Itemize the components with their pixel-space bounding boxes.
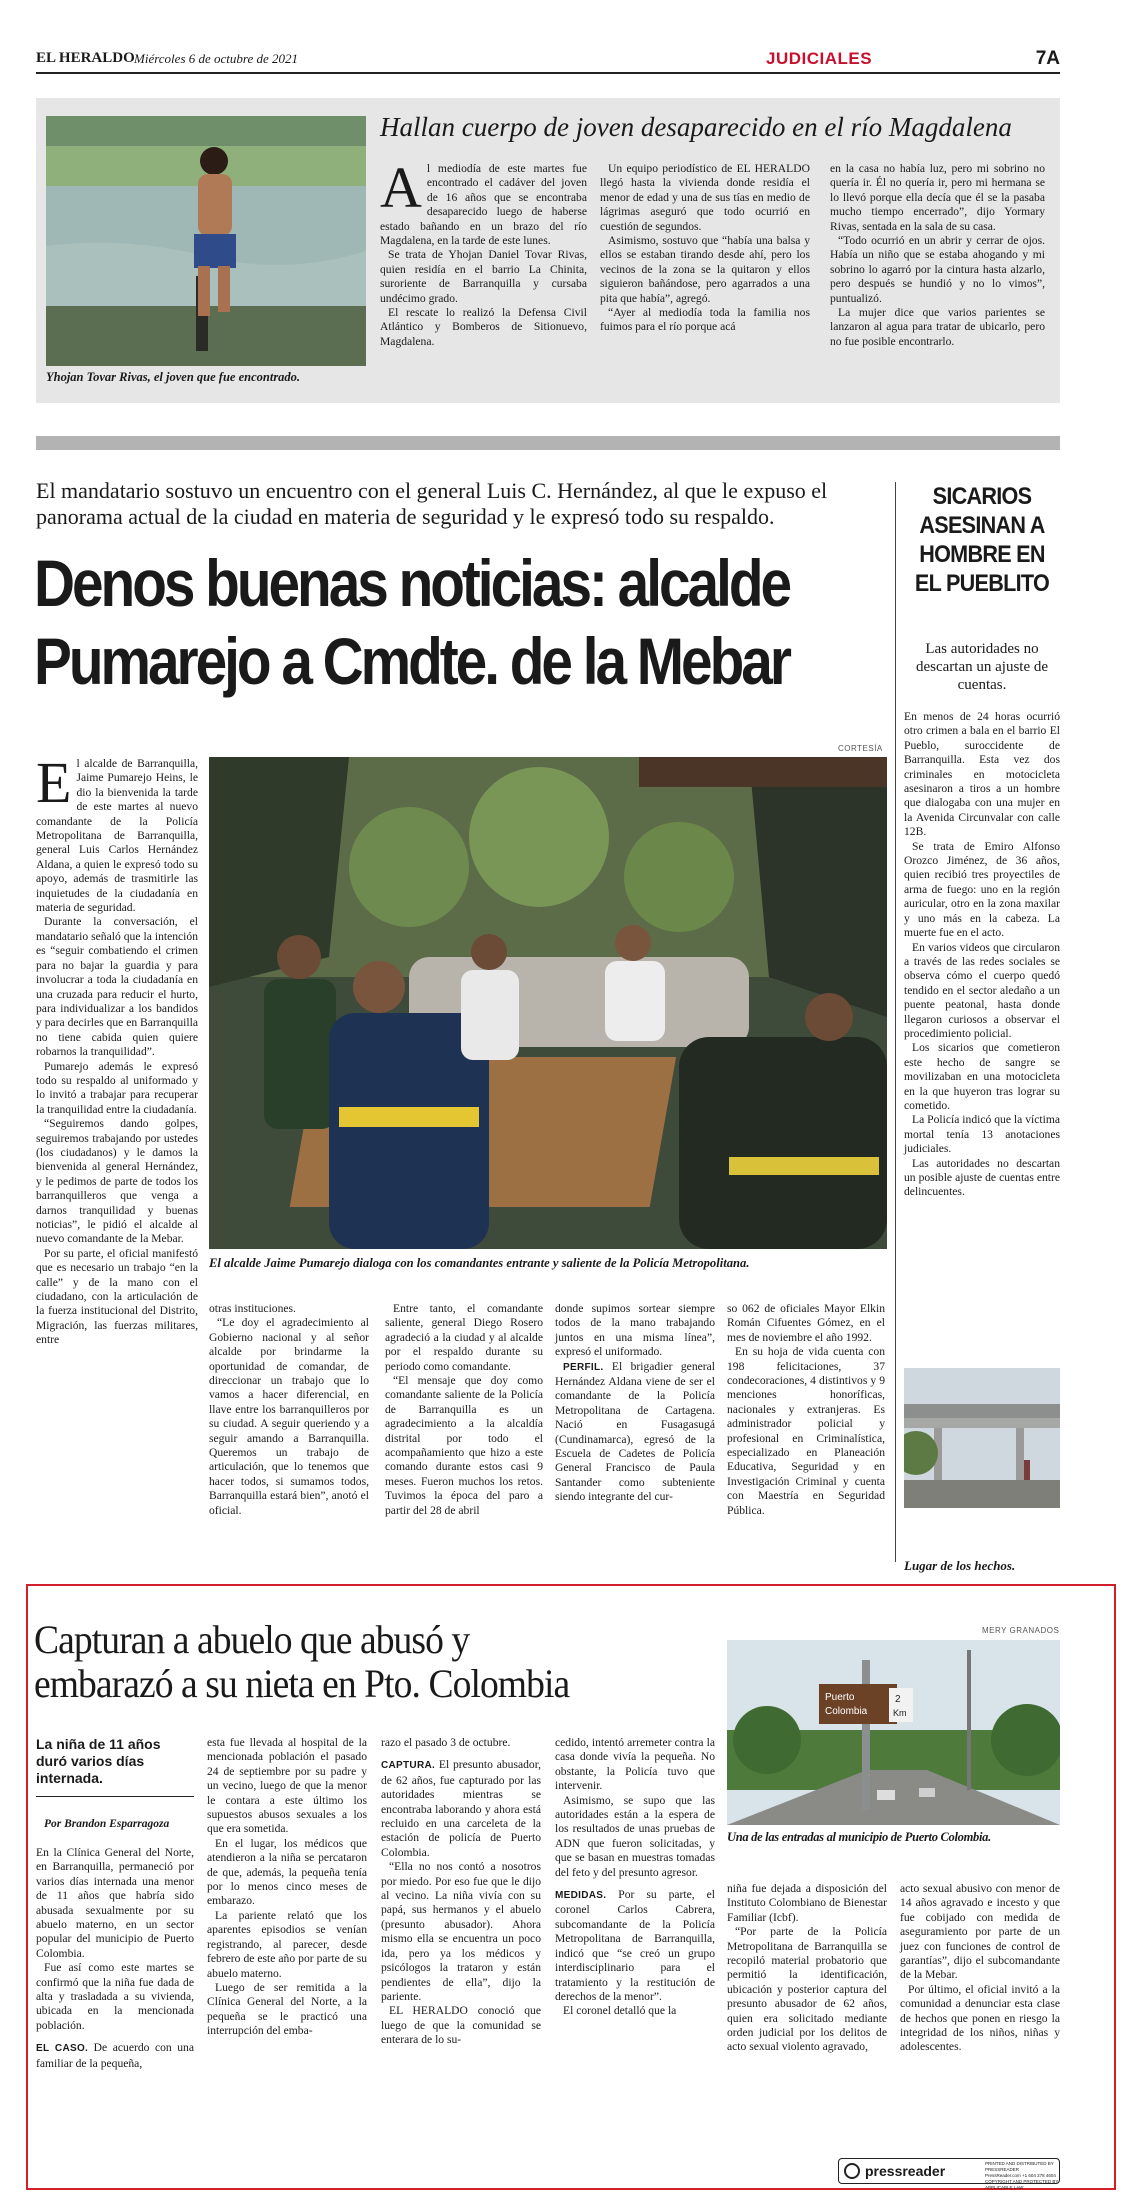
separator-bar xyxy=(36,436,1060,450)
fine-line2: PressReader.com +1 604 278 4604 xyxy=(985,2173,1056,2178)
story2-col1-p3: Pumarejo además le expresó todo su respaldo al uniformado y lo invitó a trabajar para recuperar la tranquilidad entre la ciudadanía. xyxy=(36,1059,198,1116)
story1-caption: Yhojan Tovar Rivas, el joven que fue encontrado. xyxy=(46,370,301,384)
story1-headline: Hallan cuerpo de joven desaparecido en el río Magdalena xyxy=(380,112,1012,142)
story3-col4-p2: Asimismo, se supo que las autoridades están a la espera de los resultados de unas pruebas de ADN que fueron solicitadas, y que se basan en muestras tomadas del feto y del presunto agresor. xyxy=(555,1793,715,1879)
pressreader-badge xyxy=(838,2158,1060,2190)
story3-col3-p3: EL HERALDO conoció que luego de que la comunidad se enterara de lo su- xyxy=(381,2004,541,2047)
story2-col2-p1: otras instituciones. xyxy=(209,1302,296,1315)
story3-col6-p2: Por último, el oficial invitó a la comunidad a denunciar esta clase de hechos que ponen en riesgo la integridad de los niños, niñas y adolescentes. xyxy=(900,1982,1060,2054)
story3-col2-p2: En el lugar, los médicos que atendieron a la niña se percataron de que, además, la pequeña tenía por lo menos cinco meses de embarazo. xyxy=(207,1836,367,1908)
story2-drop-cap: E xyxy=(36,750,72,815)
river-photo xyxy=(46,116,366,366)
story2-col3-p2: “El mensaje que doy como comandante saliente de la Policía de Barranquilla es un agradecimiento a la alcaldía distrital por todo el acompañamiento que hizo a este comando durante estos casi 9 meses. Fueron muchos los retos. Tuvimos la época del paro a partir del 28 de abril xyxy=(385,1374,543,1517)
story3-deck: La niña de 11 años duró varios días internada. xyxy=(36,1736,161,1786)
sign-line2: Colombia xyxy=(825,1706,868,1717)
story1-col1-p2: Se trata de Yhojan Daniel Tovar Rivas, quien residía en el barrio La Chinita, suroriente de Barranquilla y cursaba undécimo grado. xyxy=(380,248,587,305)
story3-medidas-text: Por su parte, el coronel Carlos Cabrera, subcomandante de la Policía Metropolitana de Barranquilla, indicó que “se creó un grupo interdisciplinario para el tratamiento y la restitución de derechos de la menor”. xyxy=(555,1888,715,2003)
story1-col3-p2: “Todo ocurrió en un abrir y cerrar de ojos. Había un niño que se estaba ahogando y mi sobrino lo agarró por la cintura hasta alzarlo, pero después se hundió y no lo vimos”, puntualizó. xyxy=(830,234,1045,305)
story2-perfil-text: El brigadier general Hernández Aldana viene de ser el comandante de la Policía Metropolitana de Cartagena. Nació en Fusagasugá (Cundinamarca), egresó de la Escuela de Cadetes de Policía General Francisco de Paula Santander como subteniente siendo integrante del cur- xyxy=(555,1359,715,1504)
pressreader-icon xyxy=(844,2163,860,2179)
story2-col1-p5: Por su parte, el oficial manifestó que es necesario un trabajo “en la calle” y de la mano con el ciudadano, con la articulación de la fuerza institucional del Distrito, Migración, las fuerzas militares, entre xyxy=(36,1246,198,1347)
sign-line4: Km xyxy=(893,1708,907,1718)
story3-col4-p4: El coronel detalló que la xyxy=(563,2004,677,2018)
story3-headline-line2: embarazó a su nieta en Pto. Colombia xyxy=(34,1661,570,1706)
pressreader-fineprint xyxy=(985,2161,1059,2191)
story3-col1 xyxy=(36,1846,194,2071)
sidebar-p1: En menos de 24 horas ocurrió otro crimen a bala en el barrio El Pueblo, suroccidente de Barranquilla. Esta vez dos criminales en motocicleta asesinaron a tiros a un hombre que dialogaba con una mujer en la Avenida Circunvalar con calle 12B. xyxy=(904,710,1060,839)
page-header xyxy=(36,48,1060,72)
story3-photo-credit: MERY GRANADOS xyxy=(982,1626,1060,1635)
story2-col2-p2: “Le doy el agradecimiento al Gobierno nacional y al señor alcalde por brindarme la oportunidad de comandar, de direccionar un trabajo que lo vamos a hacer diferencial, en llave entre los barranquilleros por su ciudad. A seguir queriendo y a seguir amando a Barranquilla. Queremos un trabajo de articulación, que lo tenemos que hacer todos, si sumamos todos, Barranquilla estará bien”, anotó el oficial. xyxy=(209,1316,369,1517)
story2-col1-p4: “Seguiremos dando golpes, seguiremos trabajando por ustedes (los ciudadanos) y le damos la bienvenida al general Hernández, y le pedimos de parte de todos los barranquilleros que venga a darnos tranquilidad y buenas noticias”, le pidió el alcalde al nuevo comandante de la Mebar. xyxy=(36,1117,198,1246)
story3-col3 xyxy=(381,1736,541,2048)
story2-col5-p1: so 062 de oficiales Mayor Elkin Román Cifuentes Gómez, en el mes de noviembre el año 1992. xyxy=(727,1302,885,1344)
story2-col5-p2: En su hoja de vida cuenta con 198 felicitaciones, 37 condecoraciones, 4 distintivos y 9 menciones honoríficas, nacionales y extranjeras. Es administrador policial y profesional en Criminalística, especializado en Planeación Educativa, Seguridad y en Investigación Criminal y cuenta con Maestría en Seguridad Pública. xyxy=(727,1345,885,1517)
story3-col6-p1: acto sexual abusivo con menor de 14 años agravado e incesto y que fue cobijado con medida de aseguramiento por parte de un juez con funciones de control de garantías”, dijo el subcomandante de la Mebar. xyxy=(900,1882,1060,1982)
story2-headline-line1: Denos buenas noticias: alcalde xyxy=(34,546,790,620)
story2-col1-p1: l alcalde de Barranquilla, Jaime Pumarejo Heins, le dio la bienvenida la tarde de este martes al nuevo comandante de la Policía Metropolitana de Barranquilla, general Luis Carlos Hernández Aldana, a quien le expresó todo su apoyo, además de trasmitirle las inquietudes de la ciudadanía en materia de seguridad. xyxy=(36,757,198,915)
sidebar-p4: Los sicarios que cometieron este hecho de sangre se movilizaban en una motocicleta en la que huyeron tras lograr su cometido. xyxy=(904,1041,1060,1112)
story3-col1-p1: En la Clínica General del Norte, en Barranquilla, permaneció por varios días internada una menor de 11 años que habría sido abusada sexualmente por su abuelo materno, en un sector popular del municipio de Puerto Colombia. xyxy=(36,1846,194,1960)
story1-col2-p2: Asimismo, sostuvo que “había una balsa y ellos se estaban tirando desde ahí, pero los vecinos de la zona se la quitaron y ellos siguieron bañándose, pero agarrados a una pita que había”, agregó. xyxy=(600,234,810,305)
story1-col3 xyxy=(830,162,1045,349)
fine-line3: COPYRIGHT AND PROTECTED BY APPLICABLE LAW xyxy=(985,2179,1059,2190)
story3-deck-rule xyxy=(36,1796,194,1797)
paper-name: EL HERALDO xyxy=(36,50,135,66)
sidebar-p6: Las autoridades no descartan un posible ajuste de cuentas entre delincuentes. xyxy=(904,1156,1060,1199)
story3-medidas-lead: MEDIDAS. xyxy=(555,1890,607,1902)
sign-line3: 2 xyxy=(895,1694,901,1705)
story3-captura-lead: CAPTURA. xyxy=(381,1760,436,1772)
story2-headline-line2: Pumarejo a Cmdte. de la Mebar xyxy=(34,624,789,698)
sidebar-caption: Lugar de los hechos. xyxy=(904,1558,1016,1573)
sidebar-p2: Se trata de Emiro Alfonso Orozco Jiménez, de 36 años, quien recibió tres proyectiles de arma de fuego: uno en la región auricular, otro en la zona maxilar y uno más en la cabeza. La muerte fue en el acto. xyxy=(904,839,1060,940)
story3-col6 xyxy=(900,1882,1060,2055)
sidebar-body xyxy=(904,710,1060,1200)
story3-caso-text: De acuerdo con una familiar de la pequeña, xyxy=(36,2041,195,2070)
story3-col2-p4: Luego de ser remitida a la Clínica General del Norte, a la pequeña se le practicó una interrupción del emba- xyxy=(207,1980,367,2038)
sidebar-headline: SICARIOS ASESINAN A HOMBRE EN EL PUEBLITO xyxy=(914,483,1050,597)
crime-scene-photo xyxy=(904,1368,1060,1508)
story2-kicker: El mandatario sostuvo un encuentro con el general Luis C. Hernández, al que le expuso el panorama actual de la ciudad en materia de seguridad y le expresó todo su respaldo. xyxy=(36,478,828,529)
sign-line1: Puerto xyxy=(825,1692,855,1703)
story2-perfil-lead: PERFIL. xyxy=(563,1361,604,1373)
story3-caso-lead: EL CASO. xyxy=(36,2043,89,2055)
story1-col1-p3: El rescate lo realizó la Defensa Civil Atlántico y Bomberos de Sitionuevo, Magdalena. xyxy=(380,306,587,348)
story3-col2 xyxy=(207,1736,367,2039)
sidebar-p3: En varios videos que circularon a través de las redes sociales se observa cómo el cuerpo quedó tendido en el sector aledaño a un puente peatonal, hasta donde llegaron curiosos a observar el procedimiento policial. xyxy=(904,940,1060,1040)
story3-col5-p2: “Por parte de la Policía Metropolitana de Barranquilla se recopiló material probatorio que permitió la identificación, ubicación y posterior captura del presunto abusador de 62 años, quien era solicitado mediante orden judicial por los delitos de acto sexual violento agravado, xyxy=(727,1925,887,2054)
story1-drop-cap: A xyxy=(380,155,422,220)
fine-line1: PRINTED AND DISTRIBUTED BY PRESSREADER xyxy=(985,2161,1054,2172)
story3-col3-p2: “Ella no nos contó a nosotros por miedo. Por eso fue que le dijo al vecino. La niña vivía con su papá, sus hermanos y el abuelo (presunto abusador). Ahora mismo ella se encuentra un poco ida, pero ya los médicos y psicólogos la trataron y están pendientes de ella”, dijo la pariente. xyxy=(381,1860,541,2003)
sidebar-divider xyxy=(895,482,896,1562)
story3-col5-p1: niña fue dejada a disposición del Instituto Colombiano de Bienestar Familiar (Icbf). xyxy=(727,1882,887,1924)
story2-col4-p1: donde supimos sortear siempre todos de la mano trabajando juntos en una misma línea”, expresó el uniformado. xyxy=(555,1302,715,1359)
pressreader-brand: pressreader xyxy=(865,2163,946,2179)
story1-col3-p1: en la casa no había luz, pero mi sobrino no quería ir. Él no quería ir, pero mi hermana se lo llevó porque ella decía que él se la pasaba mucho tiempo encerrado”, dijo Yormary Rivas, sentada en la sala de su casa. xyxy=(830,162,1045,233)
story1-col3-p3: La mujer dice que varios parientes se lanzaron al agua para tratar de ubicarlo, pero no fue posible encontrarlo. xyxy=(830,306,1045,348)
story3-byline: Por Brandon Esparragoza xyxy=(44,1818,170,1830)
story1-col2 xyxy=(600,162,810,335)
story2-col2 xyxy=(209,1302,369,1518)
story2-col5 xyxy=(727,1302,885,1518)
story1-col1-p1: l mediodía de este martes fue encontrado el cadáver del joven de 16 años que se encontraba desaparecido luego de haberse estado bañando en un brazo del río Magdalena, en la tarde de este lunes. xyxy=(380,162,587,248)
story2-col3 xyxy=(385,1302,543,1518)
story3-captura-text: El presunto abusador, de 62 años, fue capturado por las autoridades mientras se encontraba laborando y ahora está recluido en una carceleta de la estación de policía de Puerto Colombia. xyxy=(381,1758,541,1859)
story2-col3-p1: Entre tanto, el comandante saliente, general Diego Rosero agradeció a la ciudad y al alcalde por el respaldo durante su periodo como comandante. xyxy=(385,1302,543,1373)
story1-col1 xyxy=(380,155,587,349)
story2-caption: El alcalde Jaime Pumarejo dialoga con los comandantes entrante y saliente de la Policía Metropolitana. xyxy=(209,1256,750,1270)
meeting-photo xyxy=(209,757,887,1249)
sidebar-deck: Las autoridades no descartan un ajuste de cuentas. xyxy=(915,641,1049,693)
story3-col1-p2: Fue así como este martes se confirmó que la niña fue dada de alta y trasladada a su vivienda, ubicada en la mencionada población. xyxy=(36,1961,194,2032)
story2-col1-p2: Durante la conversación, el mandatario señaló que la intención es “seguir combatiendo el crimen para no bajar la guardia y para involucrar a toda la ciudadanía en una cruzada para reducir el hurto, para individualizar a los bandidos y para decirles que en Barranquilla no tiene cabida quien quiere robarnos la tranquilidad”. xyxy=(36,915,198,1059)
story3-col3-p0: razo el pasado 3 de octubre. xyxy=(381,1736,511,1749)
story2-col1 xyxy=(36,750,198,1348)
story3-col2-p1: esta fue llevada al hospital de la mencionada población el pasado 24 de septiembre por su padre y un vecino, luego de que la menor le contara a este último los supuestos abusos sexuales a los que era sometida. xyxy=(207,1736,367,1836)
header-rule xyxy=(36,72,1060,74)
story1-col2-p1: Un equipo periodístico de EL HERALDO llegó hasta la vivienda donde residía el menor de edad y una de sus tías en medio de lágrimas aseguró que todo ocurrió en cuestión de segundos. xyxy=(600,162,810,233)
story3-col4-p1: cedido, intentó arremeter contra la casa donde vivía la pequeña. No obstante, la Policía tuvo que intervenir. xyxy=(555,1736,715,1793)
story3-col2-p3: La pariente relató que los aparentes episodios se venían registrando, al parecer, desde febrero de este año por parte de su abuelo materno. xyxy=(207,1908,367,1980)
story3-col5 xyxy=(727,1882,887,2055)
story3-col4 xyxy=(555,1736,715,2019)
puerto-colombia-photo xyxy=(727,1640,1060,1825)
story3-caption: Una de las entradas al municipio de Puerto Colombia. xyxy=(727,1830,991,1844)
section-name: JUDICIALES xyxy=(766,49,873,68)
sidebar-p5: La Policía indicó que la víctima mortal tenía 13 anotaciones judiciales. xyxy=(904,1113,1060,1156)
page-number: 7A xyxy=(1035,48,1060,69)
story3-headline-line1: Capturan a abuelo que abusó y xyxy=(34,1617,470,1662)
story2-col4 xyxy=(555,1302,715,1505)
issue-date: Miércoles 6 de octubre de 2021 xyxy=(134,51,299,66)
story2-photo-credit: CORTESÍA xyxy=(838,744,883,753)
story1-col2-p3: “Ayer al mediodía toda la familia nos fuimos para el río porque acá xyxy=(600,306,810,334)
